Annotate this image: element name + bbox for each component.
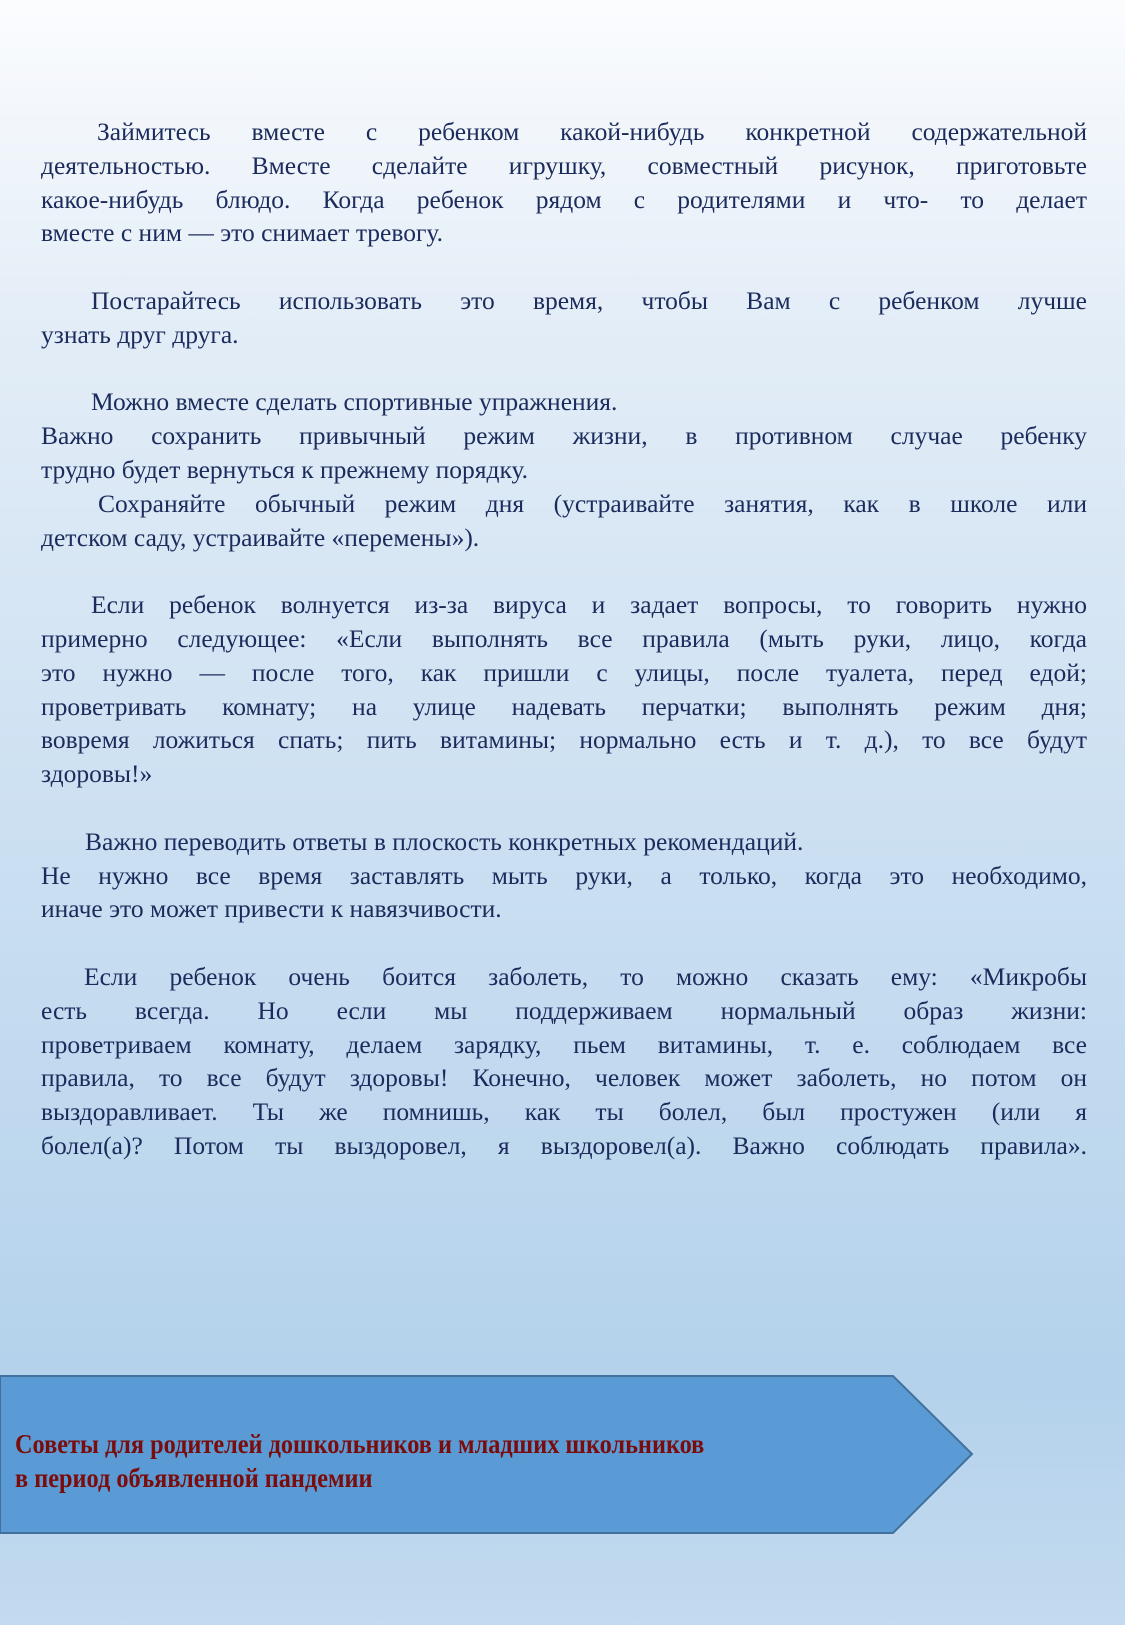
text-line: Если ребенок волнуется из-за вируса и задает вопросы, то говорить нужно — [91, 590, 1087, 620]
blank-line — [41, 554, 1087, 588]
text-line: Если ребенок очень боится заболеть, то можно сказать ему: «Микробы — [84, 961, 1087, 991]
text-line: деятельностью. Вместе сделайте игрушку, совместный рисунок, приготовьте — [41, 150, 1087, 180]
text-line: есть всегда. Но если мы поддерживаем нормальный образ жизни: — [41, 995, 1087, 1025]
text-line: Важно сохранить привычный режим жизни, в противном случае ребенку — [41, 421, 1087, 451]
text-line: Можно вместе сделать спортивные упражнения. — [91, 387, 618, 417]
banner-title — [15, 1427, 704, 1495]
text-line: правила, то все будут здоровы! Конечно, человек может заболеть, но потом он — [41, 1063, 1087, 1093]
text-line: иначе это может привести к навязчивости. — [41, 894, 502, 924]
text-line: проветривать комнату; на улице надевать перчатки; выполнять режим дня; — [41, 691, 1087, 721]
text-line: Сохраняйте обычный режим дня (устраивайте занятия, как в школе или — [98, 488, 1087, 518]
text-line: какое-нибудь блюдо. Когда ребенок рядом с родителями и что- то делает — [41, 184, 1087, 214]
text-line: здоровы!» — [41, 759, 153, 789]
blank-line — [41, 250, 1087, 284]
text-line: трудно будет вернуться к прежнему порядку. — [41, 454, 529, 484]
text-line: Постарайтесь использовать это время, чтобы Вам с ребенком лучше — [91, 285, 1087, 315]
advice-text — [41, 115, 1087, 1163]
banner-title-line-2: в период объявленной пандемии — [15, 1463, 373, 1493]
blank-line — [41, 791, 1087, 825]
text-line: примерно следующее: «Если выполнять все правила (мыть руки, лицо, когда — [41, 623, 1087, 653]
text-line: Не нужно все время заставлять мыть руки, а только, когда это необходимо, — [41, 860, 1087, 890]
text-line: выздоравливает. Ты же помнишь, как ты болел, был простужен (или я — [41, 1097, 1087, 1127]
text-line: это нужно — после того, как пришли с улицы, после туалета, перед едой; — [41, 657, 1087, 687]
text-line: болел(а)? Потом ты выздоровел, я выздоровел(а). Важно соблюдать правила». — [41, 1130, 1087, 1160]
text-line: проветриваем комнату, делаем зарядку, пьем витамины, т. е. соблюдаем все — [41, 1029, 1087, 1059]
blank-line — [41, 352, 1087, 386]
text-line: узнать друг друга. — [41, 319, 239, 349]
text-line: Важно переводить ответы в плоскость конкретных рекомендаций. — [85, 826, 804, 856]
title-banner — [0, 1375, 1010, 1535]
banner-title-line-1: Советы для родителей дошкольников и младших школьников — [15, 1429, 705, 1459]
text-line: вовремя ложиться спать; пить витамины; нормально есть и т. д.), то все будут — [41, 725, 1087, 755]
blank-line — [41, 926, 1087, 960]
text-line: вместе с ним — это снимает тревогу. — [41, 218, 443, 248]
text-line: детском саду, устраивайте «перемены»). — [41, 522, 480, 552]
text-line: Займитесь вместе с ребенком какой-нибудь конкретной содержательной — [97, 117, 1087, 146]
